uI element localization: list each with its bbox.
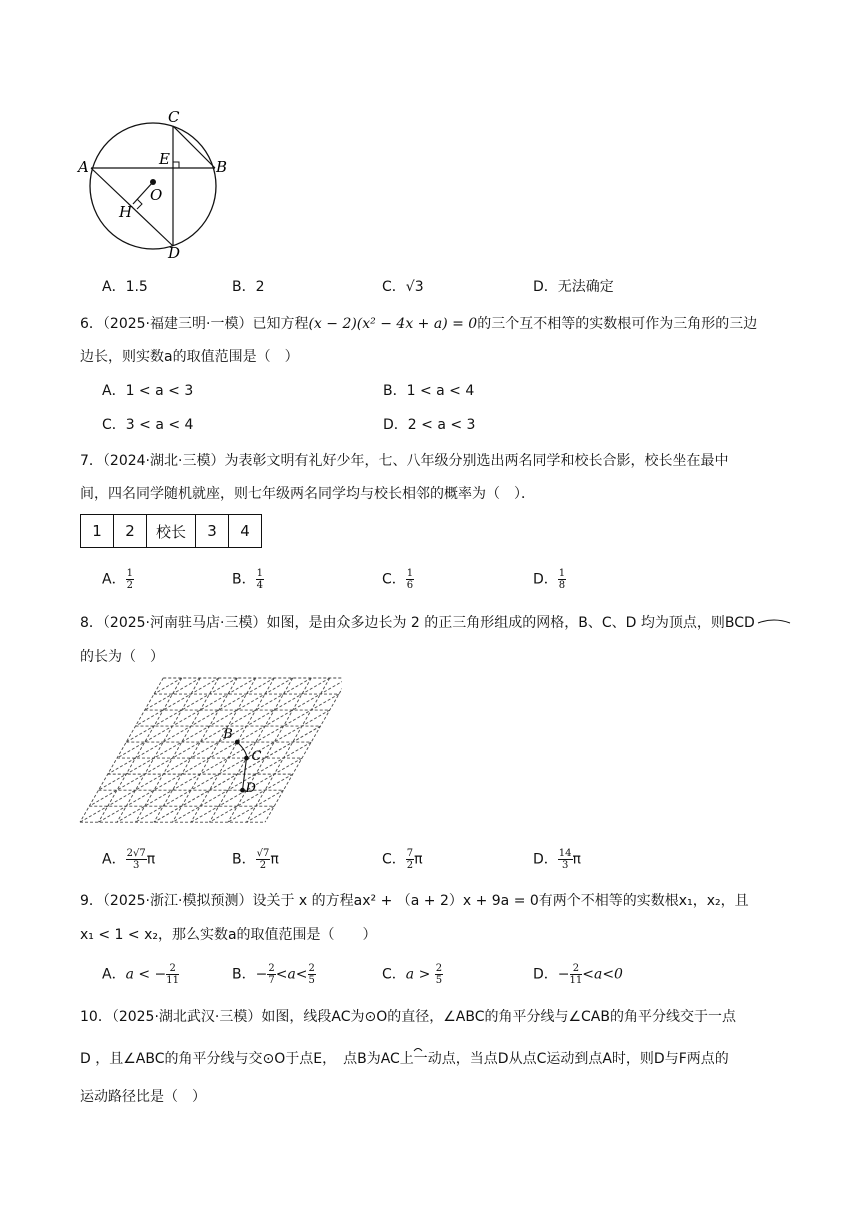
circle-geometry-figure xyxy=(76,106,236,260)
fraction: $\frac{1}{4}$ xyxy=(256,568,263,591)
q6-source: （2025·福建三明·一模） xyxy=(102,316,253,332)
option-label: B． xyxy=(232,571,256,588)
q7-source: （2024·湖北·三模） xyxy=(102,453,225,469)
q6-number: 6． xyxy=(80,316,103,332)
q6-line2: 边长，则实数a的取值范围是（ ） xyxy=(80,349,299,365)
q6-option-b[interactable]: B．1 < a < 4 xyxy=(383,383,475,399)
label-b: B xyxy=(223,727,233,743)
q8-option-c[interactable] xyxy=(382,848,423,871)
option-label: C． xyxy=(382,966,406,983)
q6-text: 已知方程 xyxy=(252,316,309,332)
point-b xyxy=(235,740,240,745)
inequality: − xyxy=(255,966,268,983)
grid-line xyxy=(99,678,343,822)
q8-text: 如图，是由众多边长为 2 的正三角形组成的网格，B、C、D 均为顶点，则BCD xyxy=(266,615,755,631)
point-d xyxy=(240,788,245,793)
option-label: B． xyxy=(232,851,256,868)
label-c: C xyxy=(251,749,262,765)
q8-line2: 的长为（ ） xyxy=(80,649,164,665)
q7-option-d[interactable] xyxy=(533,568,566,591)
fraction: $\frac{7}{2}$ xyxy=(406,848,414,871)
label-e: E xyxy=(159,150,170,168)
q7-option-a[interactable] xyxy=(102,568,134,591)
q9-option-b[interactable] xyxy=(232,963,316,986)
q8-option-d[interactable] xyxy=(533,848,581,871)
fraction: $\frac{2}{11}$ xyxy=(166,963,180,986)
pi-symbol: π xyxy=(270,851,279,868)
option-label: A． xyxy=(102,966,126,983)
q7-line1 xyxy=(80,450,728,470)
q7-option-c[interactable] xyxy=(382,568,414,591)
grid-line xyxy=(99,678,293,790)
q6-text-tail: 的三个互不相等的实数根可作为三角形的三边 xyxy=(477,316,758,332)
q7-number: 7． xyxy=(80,453,103,469)
inequality: <a< xyxy=(275,966,308,983)
option-label: C． xyxy=(382,571,406,588)
label-d: D xyxy=(168,244,181,260)
label-h: H xyxy=(119,203,133,221)
option-label: C． xyxy=(382,851,406,868)
q10-line3: 运动路径比是（ ） xyxy=(80,1089,206,1105)
q5-option-c[interactable]: C．√3 xyxy=(382,279,424,295)
q8-option-a[interactable] xyxy=(102,848,155,871)
fraction: $\frac{14}{3}$ xyxy=(558,848,572,871)
q7-text: 为表彰文明有礼好少年，七、八年级分别选出两名同学和校长合影，校长坐在最中 xyxy=(224,453,729,469)
point-c xyxy=(244,756,249,761)
option-label: A． xyxy=(102,851,126,868)
q9-number: 9． xyxy=(80,893,103,909)
label-o: O xyxy=(150,186,163,204)
arc-mark xyxy=(757,609,791,613)
q6-option-a[interactable]: A．1 < a < 3 xyxy=(102,383,194,399)
q9-option-a[interactable] xyxy=(102,963,179,986)
fraction: $\frac{2}{5}$ xyxy=(308,963,315,986)
fraction: $\frac{2}{5}$ xyxy=(435,963,443,986)
right-angle-h xyxy=(137,199,142,209)
q5-option-a[interactable]: A．1.5 xyxy=(102,279,148,295)
grid-line xyxy=(117,678,256,758)
seat-cell: 4 xyxy=(229,515,262,548)
grid-line xyxy=(265,678,342,822)
q8-line1 xyxy=(80,612,755,632)
triangle-grid-figure xyxy=(78,676,342,830)
seat-cell: 校长 xyxy=(147,515,196,548)
grid-line xyxy=(154,678,182,694)
option-label: B． xyxy=(232,966,256,983)
q7-line2: 间，四名同学随机就座，则七年级两名同学均与校长相邻的概率为（ ）． xyxy=(80,486,535,502)
right-angle-e xyxy=(173,162,179,168)
fraction: $\frac{√7}{2}$ xyxy=(256,848,270,871)
q8-number: 8． xyxy=(80,615,103,631)
q9-option-d[interactable] xyxy=(533,963,623,986)
seat-row xyxy=(81,515,262,548)
q8-source: （2025·河南驻马店·三模） xyxy=(102,615,267,631)
q6-option-c[interactable]: C．3 < a < 4 xyxy=(102,417,194,433)
q5-option-d[interactable]: D．无法确定 xyxy=(533,279,614,295)
fraction: $\frac{1}{2}$ xyxy=(126,568,133,591)
option-label: D． xyxy=(533,571,558,588)
grid-line xyxy=(173,678,256,822)
inequality: a > xyxy=(405,966,435,983)
q10-source: （2025·湖北武汉·三模） xyxy=(111,1009,262,1025)
label-a: A xyxy=(78,158,89,176)
q9-line1 xyxy=(80,890,749,910)
q6-equation: (x − 2)(x² − 4x + a) = 0 xyxy=(308,316,478,332)
q10-line2: D ，且∠ABC的角平分线与交⊙O于点E， 点B为AC上一动点，当点D从点C运动到点A时，则D与F两点的 xyxy=(80,1051,729,1067)
option-label: A． xyxy=(102,571,126,588)
grid-line xyxy=(117,678,200,822)
grid-line xyxy=(80,678,163,822)
q9-option-c[interactable] xyxy=(382,963,443,986)
q6-line1 xyxy=(80,313,757,333)
q10-text: 如图，线段AC为⊙O的直径，∠ABC的角平分线与∠CAB的角平分线交于一点 xyxy=(261,1009,736,1025)
fraction: $\frac{2√7}{3}$ xyxy=(126,848,146,871)
inequality: a < − xyxy=(125,966,167,983)
grid-line xyxy=(191,678,274,822)
option-label: D． xyxy=(533,966,558,983)
label-d: D xyxy=(245,781,256,797)
fraction: $\frac{2}{7}$ xyxy=(268,963,275,986)
seat-cell: 3 xyxy=(196,515,229,548)
q7-option-b[interactable] xyxy=(232,568,264,591)
grid-line xyxy=(154,678,237,822)
grid-line xyxy=(228,678,311,822)
q6-option-d[interactable]: D．2 < a < 3 xyxy=(383,417,476,433)
pi-symbol: π xyxy=(572,851,581,868)
option-label: D． xyxy=(533,851,558,868)
pi-symbol: π xyxy=(146,851,156,868)
q10-line1 xyxy=(80,1006,736,1026)
q9-line2: x₁ < 1 < x₂，那么实数a的取值范围是（ ） xyxy=(80,927,377,943)
fraction: $\frac{1}{8}$ xyxy=(558,568,566,591)
grid-line xyxy=(99,678,182,822)
q5-option-b[interactable]: B．2 xyxy=(232,279,265,295)
fraction: $\frac{1}{6}$ xyxy=(406,568,414,591)
q9-text: 设关于 x 的方程ax² + （a + 2）x + 9a = 0有两个不相等的实数根x₁，x₂，且 xyxy=(252,893,749,909)
label-b: B xyxy=(216,158,228,176)
fraction: $\frac{2}{11}$ xyxy=(569,963,583,986)
point-o xyxy=(150,179,156,185)
inequality: − xyxy=(557,966,570,983)
pi-symbol: π xyxy=(414,851,423,868)
q9-source: （2025·浙江·模拟预测） xyxy=(102,893,253,909)
q8-option-b[interactable] xyxy=(232,848,279,871)
q10-number: 10． xyxy=(80,1009,112,1025)
seat-table xyxy=(80,514,262,548)
grid-line xyxy=(136,678,219,822)
seat-cell: 2 xyxy=(114,515,147,548)
grid-line xyxy=(80,678,330,822)
seat-cell: 1 xyxy=(81,515,114,548)
inequality: <a<0 xyxy=(582,966,623,983)
label-c: C xyxy=(168,108,180,126)
grid-line xyxy=(108,678,275,774)
